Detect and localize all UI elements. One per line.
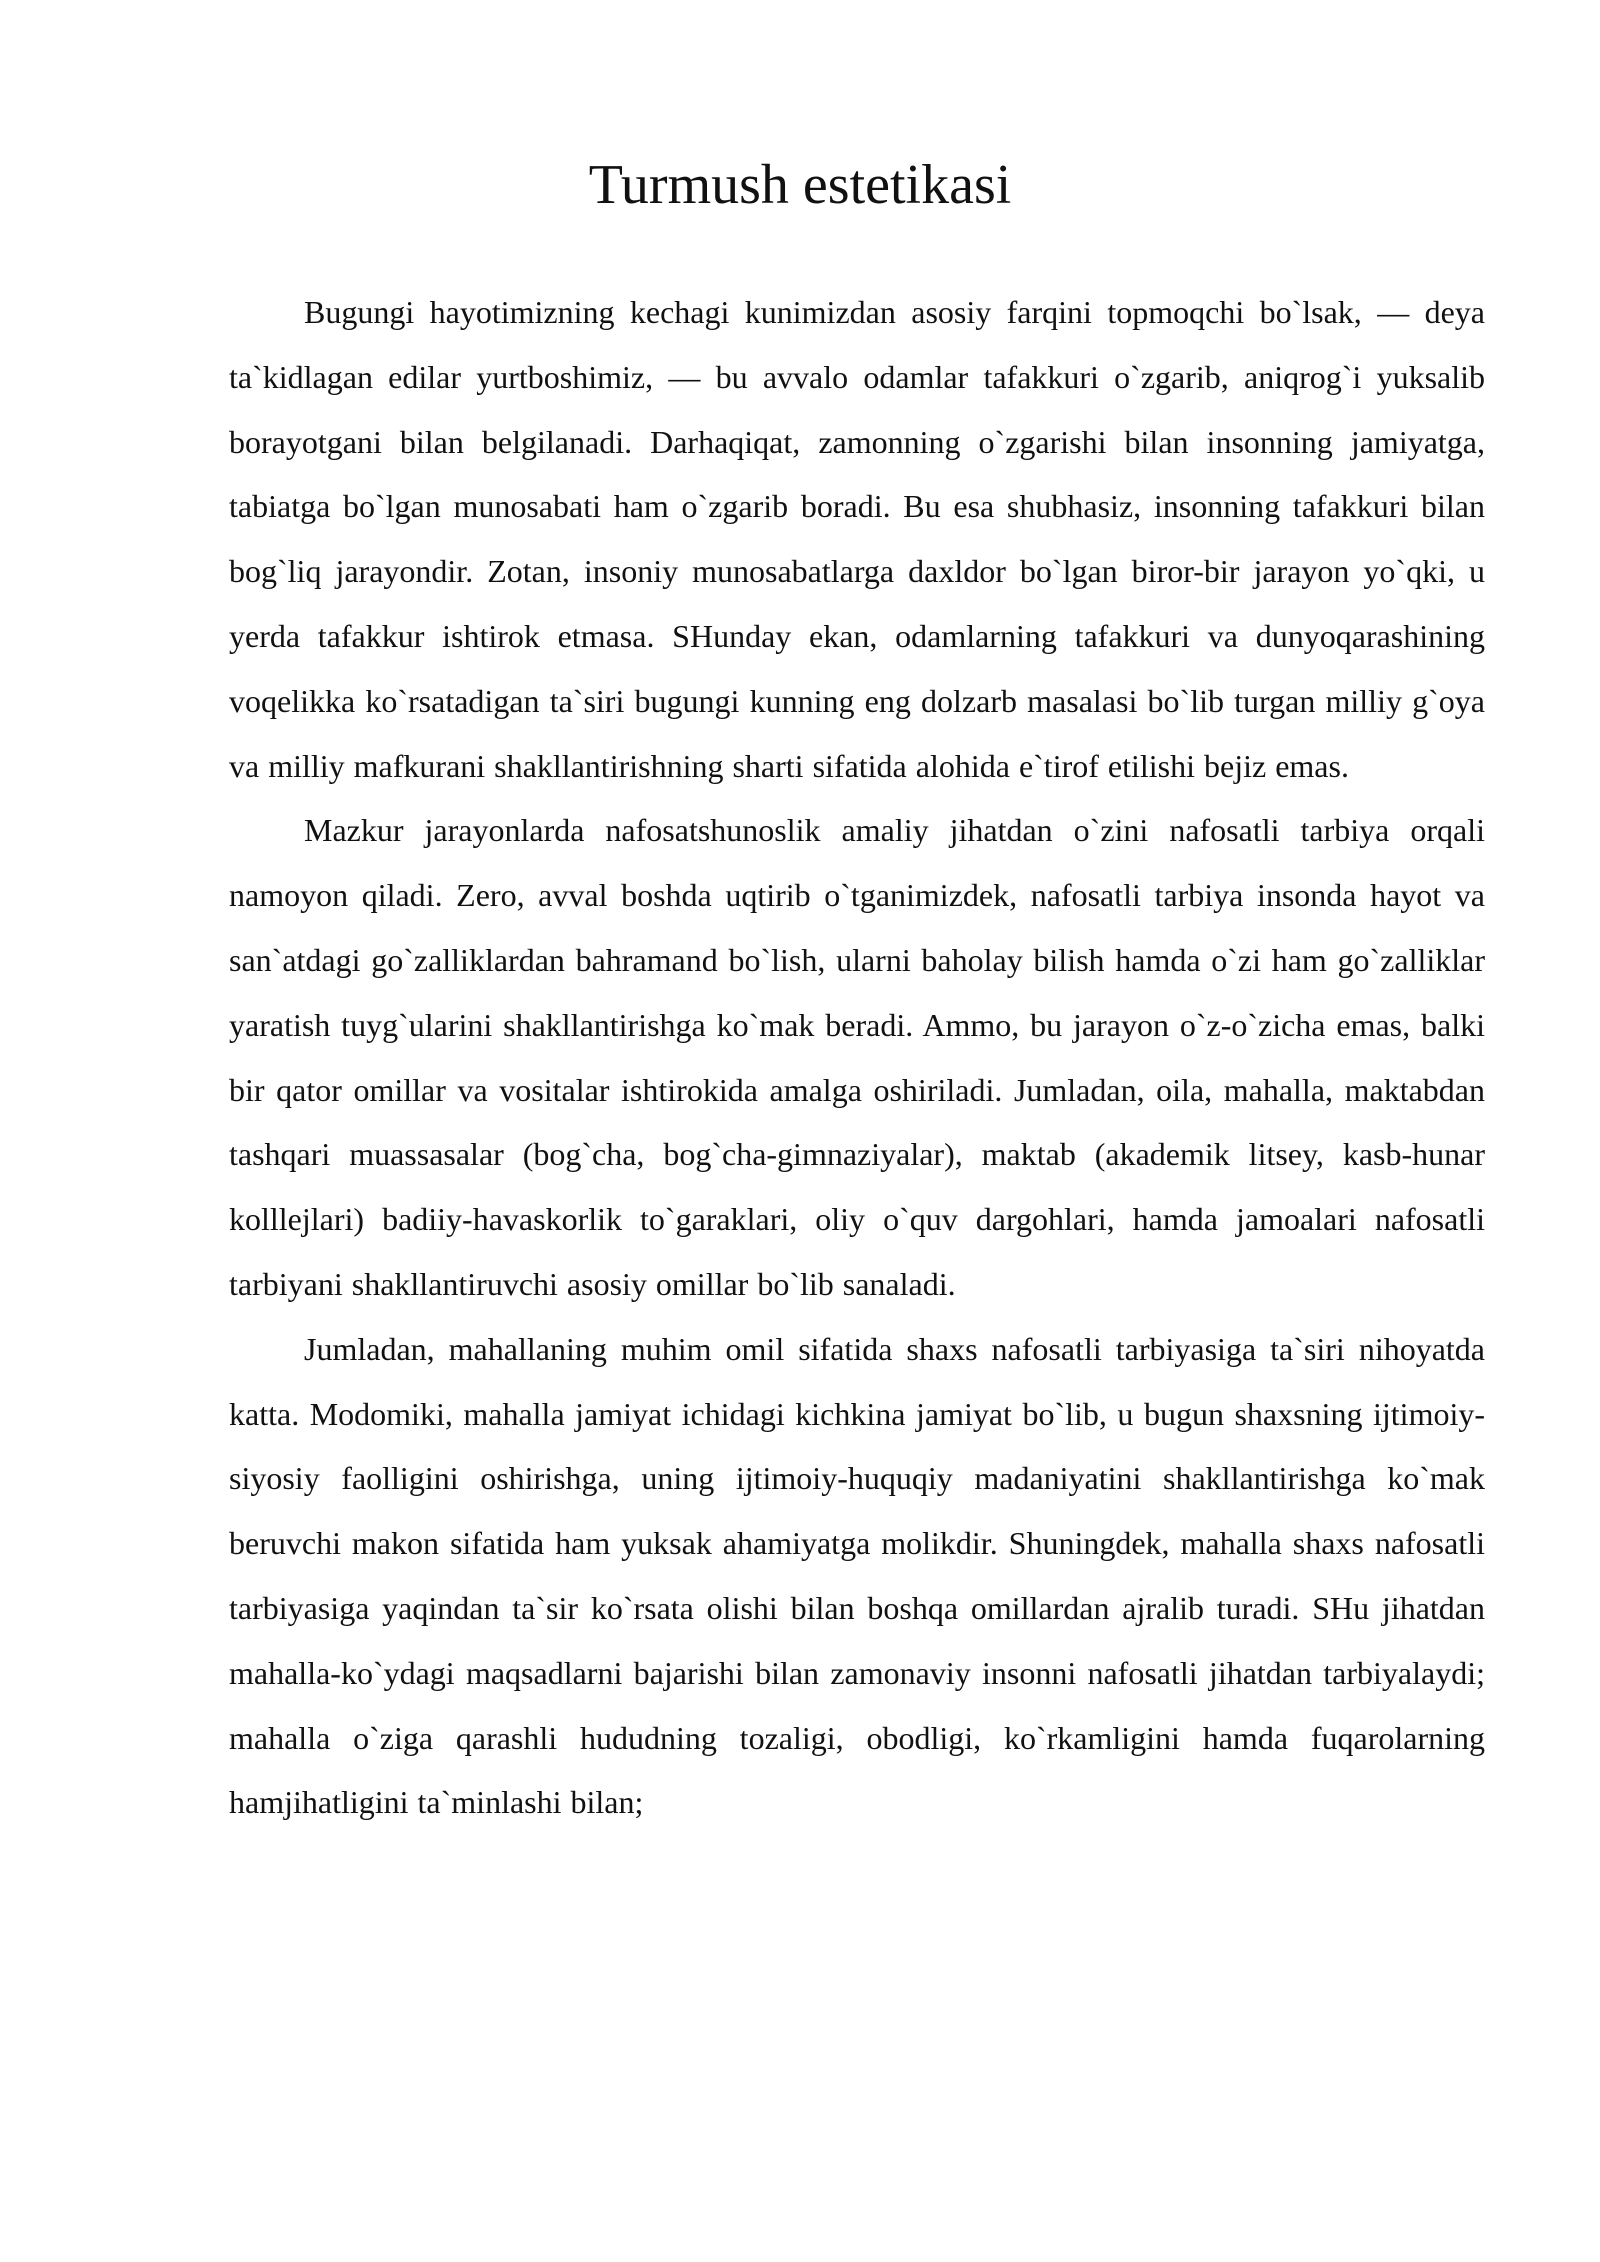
paragraph-3: Jumladan, mahallaning muhim omil sifatida shaxs nafosatli tarbiyasiga ta`siri nihoyatda katta. Modomiki, mahalla jamiyat ichidagi kichkina jamiyat bo`lib, u bugun shaxsning ijtimoiy-siyosiy faolligini oshirishga, uning ijtimoiy-huquqiy madaniyatini shakllantirishga ko`mak beruvchi makon sifatida ham yuksak ahamiyatga molikdir. Shuningdek, mahalla shaxs nafosatli tarbiyasiga yaqindan ta`sir ko`rsata olishi bilan boshqa omillardan ajralib turadi. SHu jihatdan mahalla-ko`ydagi maqsadlarni bajarishi bilan zamonaviy insonni nafosatli jihatdan tarbiyalaydi; mahalla o`ziga qarashli hududning tozaligi, obodligi, ko`rkamligini hamda fuqarolarning hamjihatligini ta`minlashi bilan; xyxy=(229,1330,1485,1821)
paragraph-1: Bugungi hayotimizning kechagi kunimizdan asosiy farqini topmoqchi bo`lsak, — deya ta`kidlagan edilar yurtboshimiz, — bu avvalo odamlar tafakkuri o`zgarib, aniqrog`i yuksalib borayotgani bilan belgilanadi. Darhaqiqat, zamonning o`zgarishi bilan insonning jamiyatga, tabiatga bo`lgan munosabati ham o`zgarib boradi. Bu esa shubhasiz, insonning tafakkuri bilan bog`liq jarayondir. Zotan, insoniy munosabatlarga daxldor bo`lgan biror-bir jarayon yo`qki, u yerda tafakkur ishtirok etmasa. SHunday ekan, odamlarning tafakkuri va dunyoqarashining voqelikka ko`rsatadigan ta`siri bugungi kunning eng dolzarb masalasi bo`lib turgan milliy g`oya va milliy mafkurani shakllantirishning sharti sifatida alohida e`tirof etilishi bejiz emas. xyxy=(229,294,1485,784)
document-body xyxy=(229,280,1485,1835)
paragraph-2: Mazkur jarayonlarda nafosatshunoslik amaliy jihatdan o`zini nafosatli tarbiya orqali namoyon qiladi. Zero, avval boshda uqtirib o`tganimizdek, nafosatli tarbiya insonda hayot va san`atdagi go`zalliklardan bahramand bo`lish, ularni baholay bilish hamda o`zi ham go`zalliklar yaratish tuyg`ularini shakllantirishga ko`mak beradi. Ammo, bu jarayon o`z-o`zicha emas, balki bir qator omillar va vositalar ishtirokida amalga oshiriladi. Jumladan, oila, mahalla, maktabdan tashqari muassasalar (bog`cha, bog`cha-gimnaziyalar), maktab (akademik litsey, kasb-hunar kolllejlari) badiiy-havaskorlik to`garaklari, oliy o`quv dargohlari, hamda jamoalari nafosatli tarbiyani shakllantiruvchi asosiy omillar bo`lib sanaladi. xyxy=(229,812,1485,1302)
document-title: Turmush estetikasi xyxy=(588,154,1012,216)
